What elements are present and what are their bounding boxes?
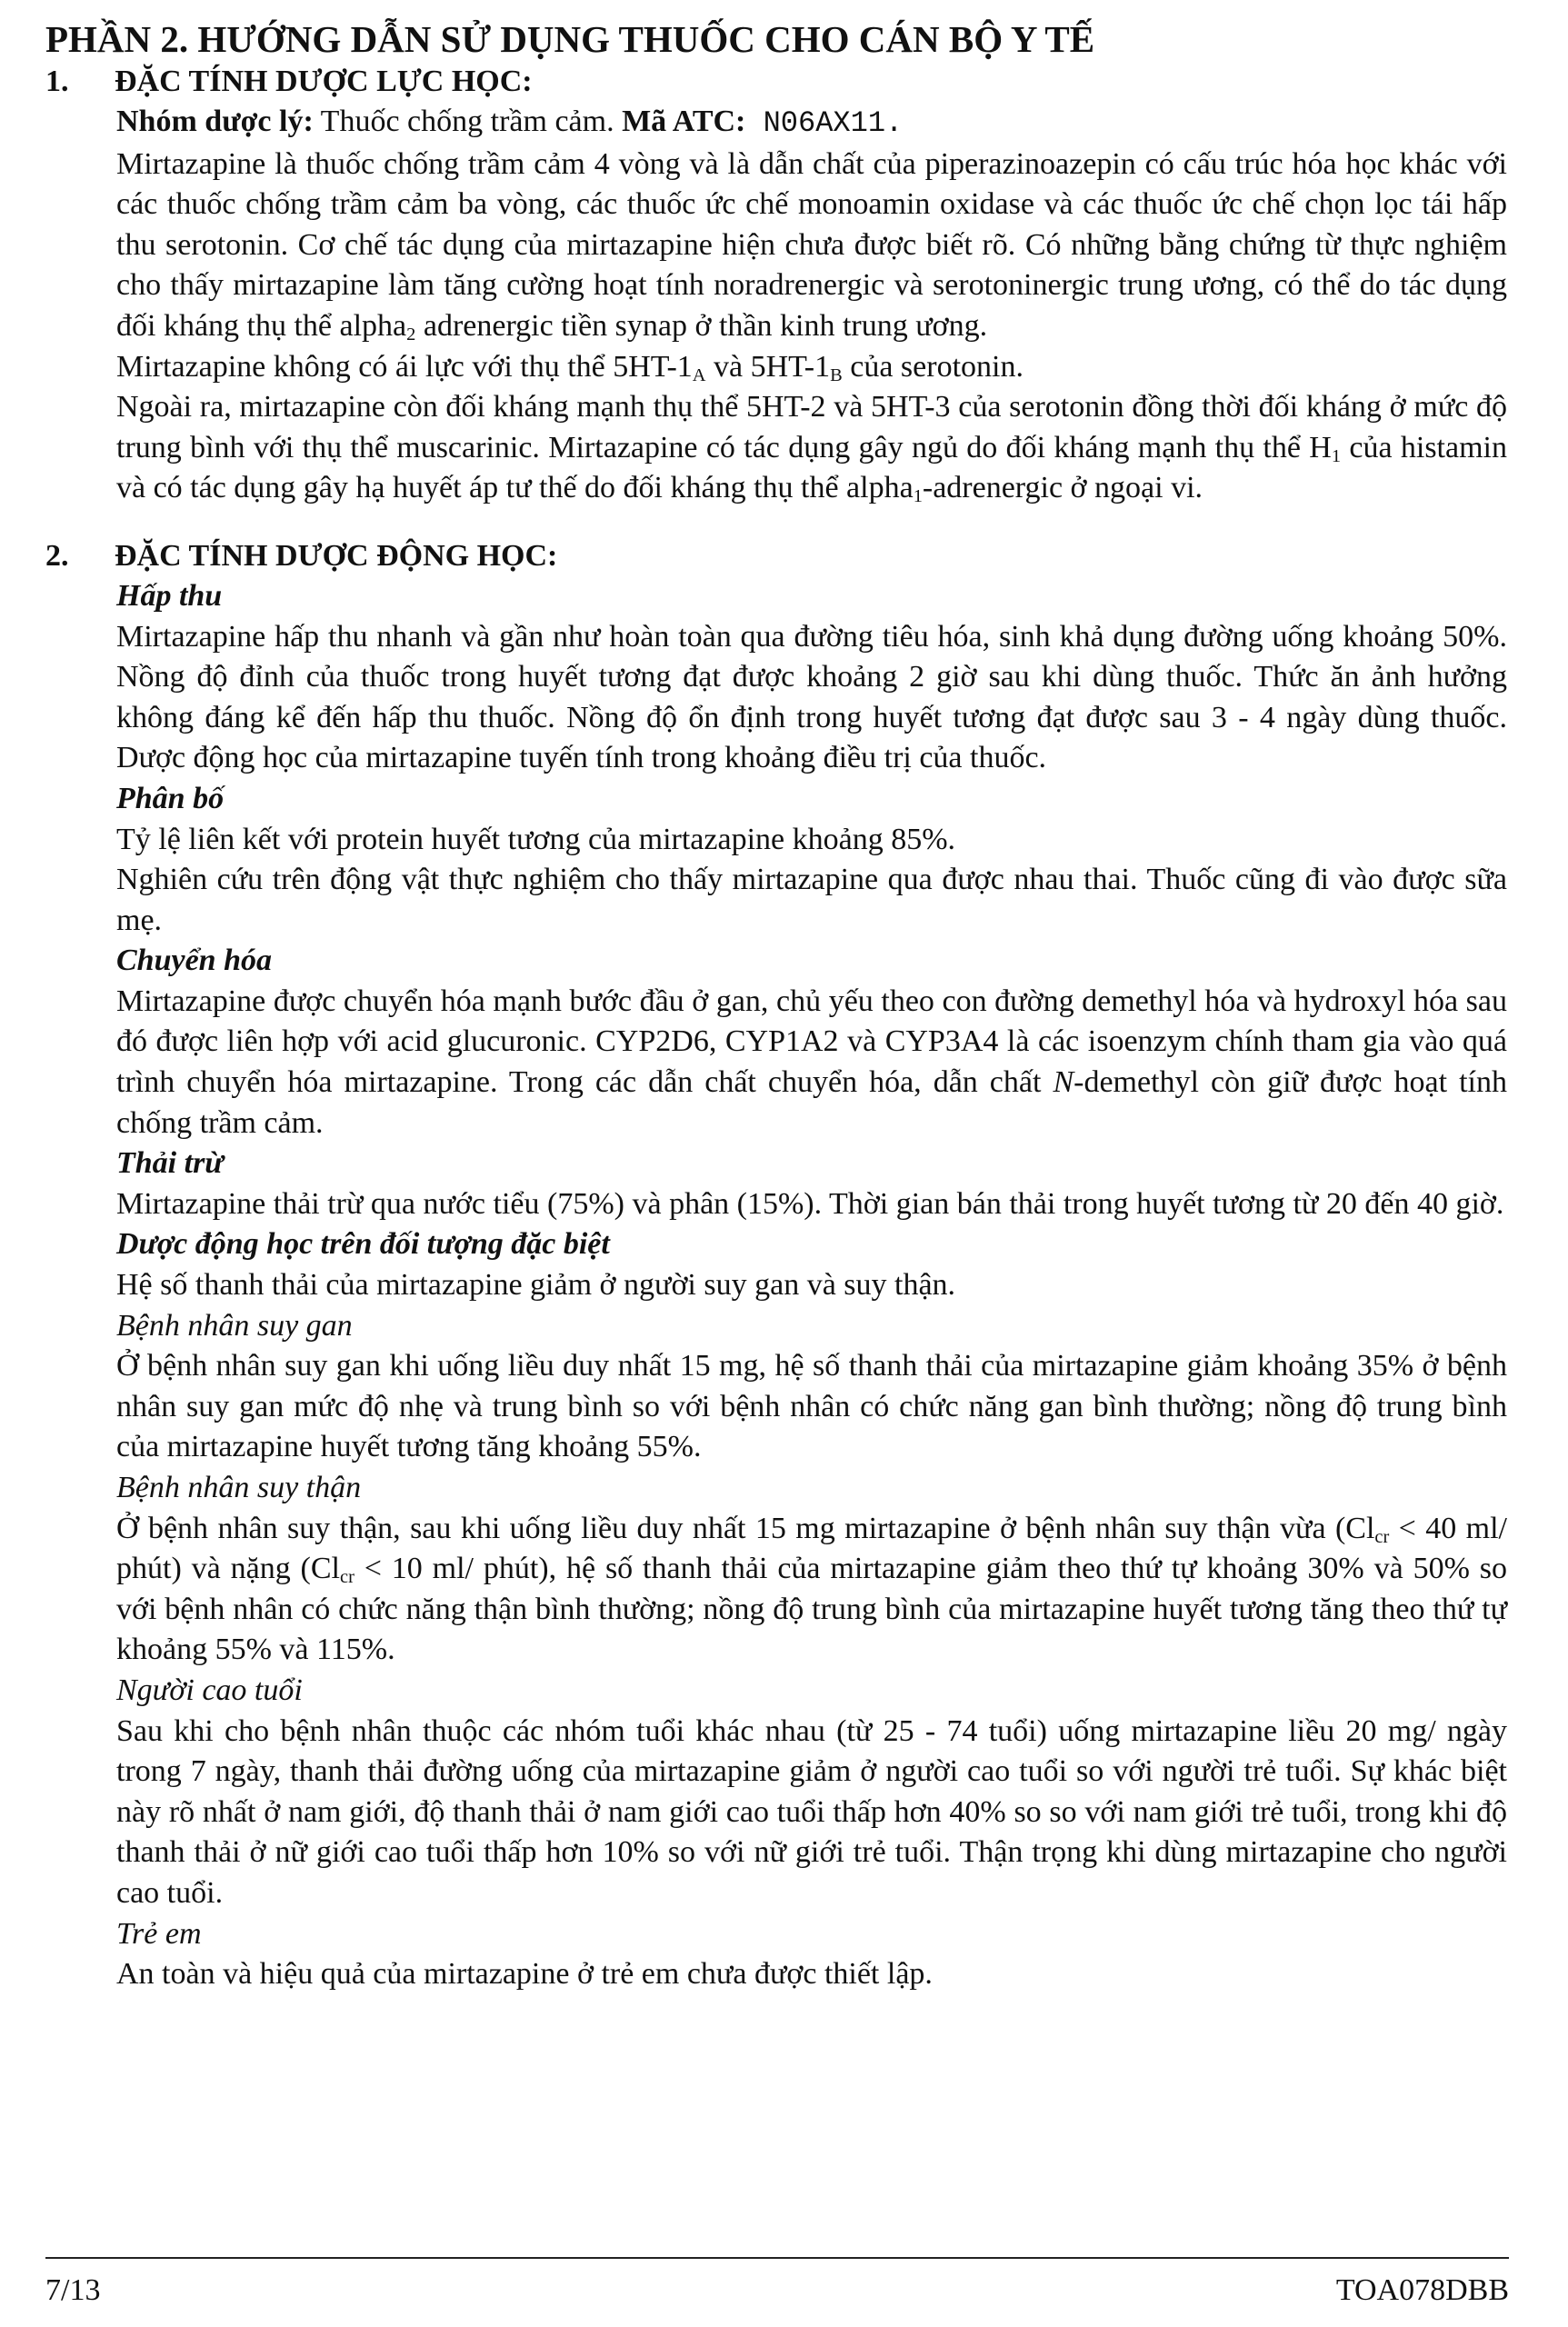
paragraph: An toàn và hiệu quả của mirtazapine ở trẻ em chưa được thiết lập. — [116, 1957, 933, 1992]
paragraph: Nghiên cứu trên động vật thực nghiệm cho thấy mirtazapine qua được nhau thai. Thuốc cũng đi vào được sữa mẹ. — [116, 863, 1507, 937]
atc-value: N06AX11. — [745, 106, 904, 140]
section-title: ĐẶC TÍNH DƯỢC ĐỘNG HỌC: — [115, 538, 558, 573]
document-code: TOA078DBB — [1335, 2273, 1509, 2307]
paragraph: Mirtazapine không có ái lực với thụ thể $5HT-1_A$ và $5HT-1_B$ của serotonin. — [116, 349, 1024, 385]
subheading-elderly: Người cao tuổi — [116, 1673, 303, 1707]
subheading-distribution: Phân bố — [116, 781, 225, 815]
subheading-elimination: Thải trừ — [116, 1146, 224, 1181]
paragraph: Tỷ lệ liên kết với protein huyết tương của mirtazapine khoảng 85%. — [116, 822, 956, 856]
atc-label: Mã ATC: — [622, 105, 746, 138]
section-heading — [45, 536, 1509, 576]
pharmacologic-group — [116, 102, 1507, 145]
section-pharmacokinetics — [45, 536, 1509, 1995]
section-heading — [45, 62, 1509, 102]
subheading-metabolism: Chuyển hóa — [116, 944, 272, 978]
paragraph: Hệ số thanh thải của mirtazapine giảm ở người suy gan và suy thận. — [116, 1268, 956, 1303]
group-value: Thuốc chống trầm cảm. — [313, 105, 623, 138]
subheading-children: Trẻ em — [116, 1916, 202, 1951]
section-pharmacodynamics — [45, 62, 1509, 509]
paragraph: Ở bệnh nhân suy thận, sau khi uống liều duy nhất 15 mg mirtazapine ở bệnh nhân suy thận vừa ($Cl_{cr} < 40$ ml/ phút) và nặng ($Cl_{cr} < 10$ ml/ phút), hệ số thanh thải của mirtazapine giảm theo thứ tự khoảng 30% và 50% so với bệnh nhân có chức năng thận bình thường; nồng độ trung bình của mirtazapine huyết tương tăng theo thứ tự khoảng 55% và 115%. — [116, 1511, 1508, 1667]
section-title: ĐẶC TÍNH DƯỢC LỰC HỌC: — [115, 65, 533, 98]
subheading-absorption: Hấp thu — [116, 578, 223, 613]
group-label: Nhóm dược lý: — [116, 105, 314, 138]
paragraph: Mirtazapine là thuốc chống trầm cảm 4 vòng và là dẫn chất của piperazinoazepin có cấu trúc hóa học khác với các thuốc chống trầm cảm ba vòng, các thuốc ức chế monoamin oxidase và các thuốc ức chế chọn lọc tái hấp thu serotonin. Cơ chế tác dụng của mirtazapine hiện chưa được biết rõ. Có những bằng chứng từ thực nghiệm cho thấy mirtazapine làm tăng cường hoạt tính noradrenergic và serotoninergic trung ương, có thể do tác dụng đối kháng thụ thể alpha$_2$ adrenergic tiền synap ở thần kinh trung ương. — [116, 146, 1507, 345]
subheading-hepatic: Bệnh nhân suy gan — [116, 1308, 353, 1343]
page-title: PHẦN 2. HƯỚNG DẪN SỬ DỤNG THUỐC CHO CÁN BỘ Y TẾ — [45, 18, 1095, 60]
paragraph: Sau khi cho bệnh nhân thuộc các nhóm tuổi khác nhau (từ 25 - 74 tuổi) uống mirtazapine liều 20 mg/ ngày trong 7 ngày, thanh thải đường uống của mirtazapine giảm ở người cao tuổi so với người trẻ tuổi. Sự khác biệt này rõ nhất ở nam giới, độ thanh thải ở nam giới cao tuổi thấp hơn 40% so so với nam giới trẻ tuổi, trong khi độ thanh thải ở nữ giới cao tuổi thấp hơn 10% so với nữ giới trẻ tuổi. Thận trọng khi dùng mirtazapine cho người cao tuổi. — [116, 1713, 1507, 1910]
page-number: 7/13 — [45, 2273, 101, 2307]
paragraph: Mirtazapine thải trừ qua nước tiểu (75%) và phân (15%). Thời gian bán thải trong huyết tương từ 20 đến 40 giờ. — [116, 1186, 1504, 1221]
subheading-renal: Bệnh nhân suy thận — [116, 1471, 362, 1504]
paragraph: Mirtazapine được chuyển hóa mạnh bước đầu ở gan, chủ yếu theo con đường demethyl hóa và hydroxyl hóa sau đó được liên hợp với acid glucuronic. CYP2D6, CYP1A2 và CYP3A4 là các isoenzym chính tham gia vào quá trình chuyển hóa mirtazapine. Trong các dẫn chất chuyển hóa, dẫn chất N-demethyl còn giữ được hoạt tính chống trầm cảm. — [116, 984, 1507, 1140]
paragraph: Ngoài ra, mirtazapine còn đối kháng mạnh thụ thể 5HT-2 và 5HT-3 của serotonin đồng thời đối kháng ở mức độ trung bình với thụ thể muscarinic. Mirtazapine có tác dụng gây ngủ do đối kháng mạnh thụ thể $H_1$ của histamin và có tác dụng gây hạ huyết áp tư thế do đối kháng thụ thể alpha$_1$-adrenergic ở ngoại vi. — [116, 390, 1507, 507]
subheading-special-populations: Dược động học trên đối tượng đặc biệt — [116, 1227, 610, 1262]
section-number: 2. — [45, 538, 69, 573]
paragraph: Mirtazapine hấp thu nhanh và gần như hoàn toàn qua đường tiêu hóa, sinh khả dụng đường uống khoảng 50%. Nồng độ đỉnh của thuốc trong huyết tương đạt được khoảng 2 giờ sau khi dùng thuốc. Thức ăn ảnh hưởng không đáng kể đến hấp thu thuốc. Nồng độ ổn định trong huyết tương đạt được sau 3 - 4 ngày dùng thuốc. Dược động học của mirtazapine tuyến tính trong khoảng điều trị của thuốc. — [116, 619, 1507, 775]
paragraph: Ở bệnh nhân suy gan khi uống liều duy nhất 15 mg, hệ số thanh thải của mirtazapine giảm khoảng 35% ở bệnh nhân suy gan mức độ nhẹ và trung bình so với bệnh nhân có chức năng gan bình thường; nồng độ trung bình của mirtazapine huyết tương tăng khoảng 55%. — [116, 1349, 1507, 1464]
document-page — [45, 16, 1509, 1995]
footer-divider — [45, 2257, 1509, 2259]
section-number: 1. — [45, 65, 69, 98]
